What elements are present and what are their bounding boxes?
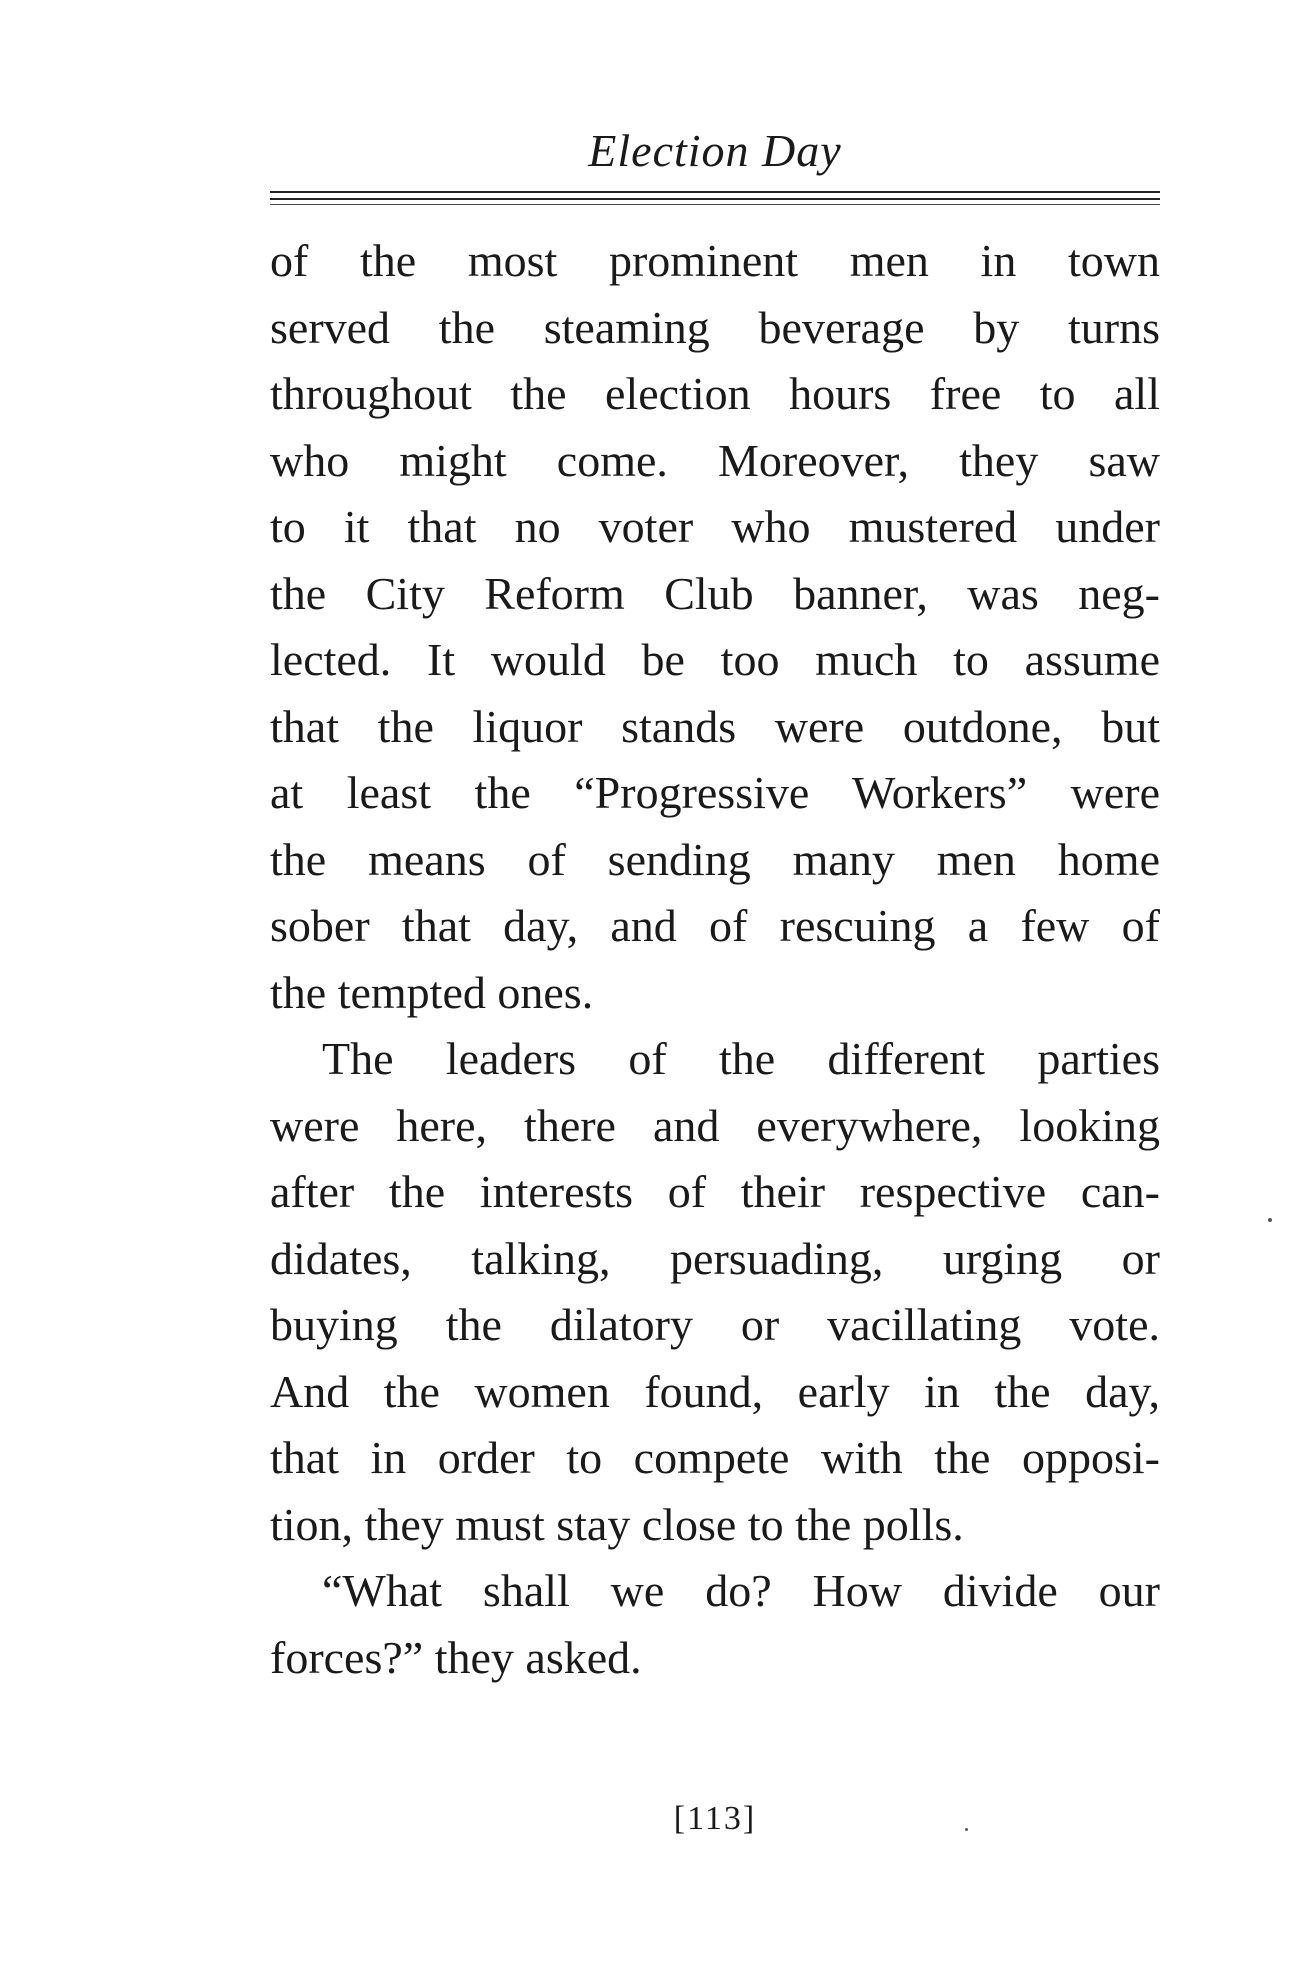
text-line: lected. It would be too much to assume (270, 634, 1160, 685)
text-line: at least the “Progressive Workers” were (270, 767, 1160, 818)
text-line: The leaders of the different parties (322, 1033, 1160, 1084)
text-line: served the steaming beverage by turns (270, 301, 1160, 353)
text-line: forces?” they asked. (270, 1631, 642, 1683)
text-line: after the interests of their respective can- (270, 1166, 1160, 1217)
text-line: to it that no voter who mustered under (270, 501, 1160, 552)
running-head: Election Day (588, 125, 842, 176)
scan-speck (1268, 1218, 1272, 1222)
text-line: of the most prominent men in town (270, 235, 1160, 286)
scan-speck (965, 1828, 968, 1831)
text-line: that in order to compete with the opposi- (270, 1432, 1160, 1483)
text-line: the City Reform Club banner, was neg- (270, 567, 1160, 619)
page-number: [113] (673, 1800, 757, 1837)
text-line: that the liquor stands were outdone, but (270, 700, 1160, 752)
header-rule (270, 204, 1160, 205)
header-rule (270, 191, 1160, 193)
text-line: the means of sending many men home (270, 833, 1160, 885)
text-line: buying the dilatory or vacillating vote. (270, 1299, 1160, 1350)
text-line: tion, they must stay close to the polls. (270, 1498, 964, 1550)
header-rule (270, 198, 1160, 200)
text-line: And the women found, early in the day, (270, 1365, 1160, 1417)
text-line: “What shall we do? How divide our (322, 1565, 1160, 1616)
text-line: who might come. Moreover, they saw (270, 434, 1160, 486)
text-line: sober that day, and of rescuing a few of (270, 900, 1160, 951)
text-line: didates, talking, persuading, urging or (270, 1232, 1160, 1284)
text-line: were here, there and everywhere, looking (270, 1099, 1160, 1151)
text-line: throughout the election hours free to all (270, 368, 1160, 419)
text-line: the tempted ones. (270, 966, 594, 1018)
body-text (270, 228, 1160, 1691)
